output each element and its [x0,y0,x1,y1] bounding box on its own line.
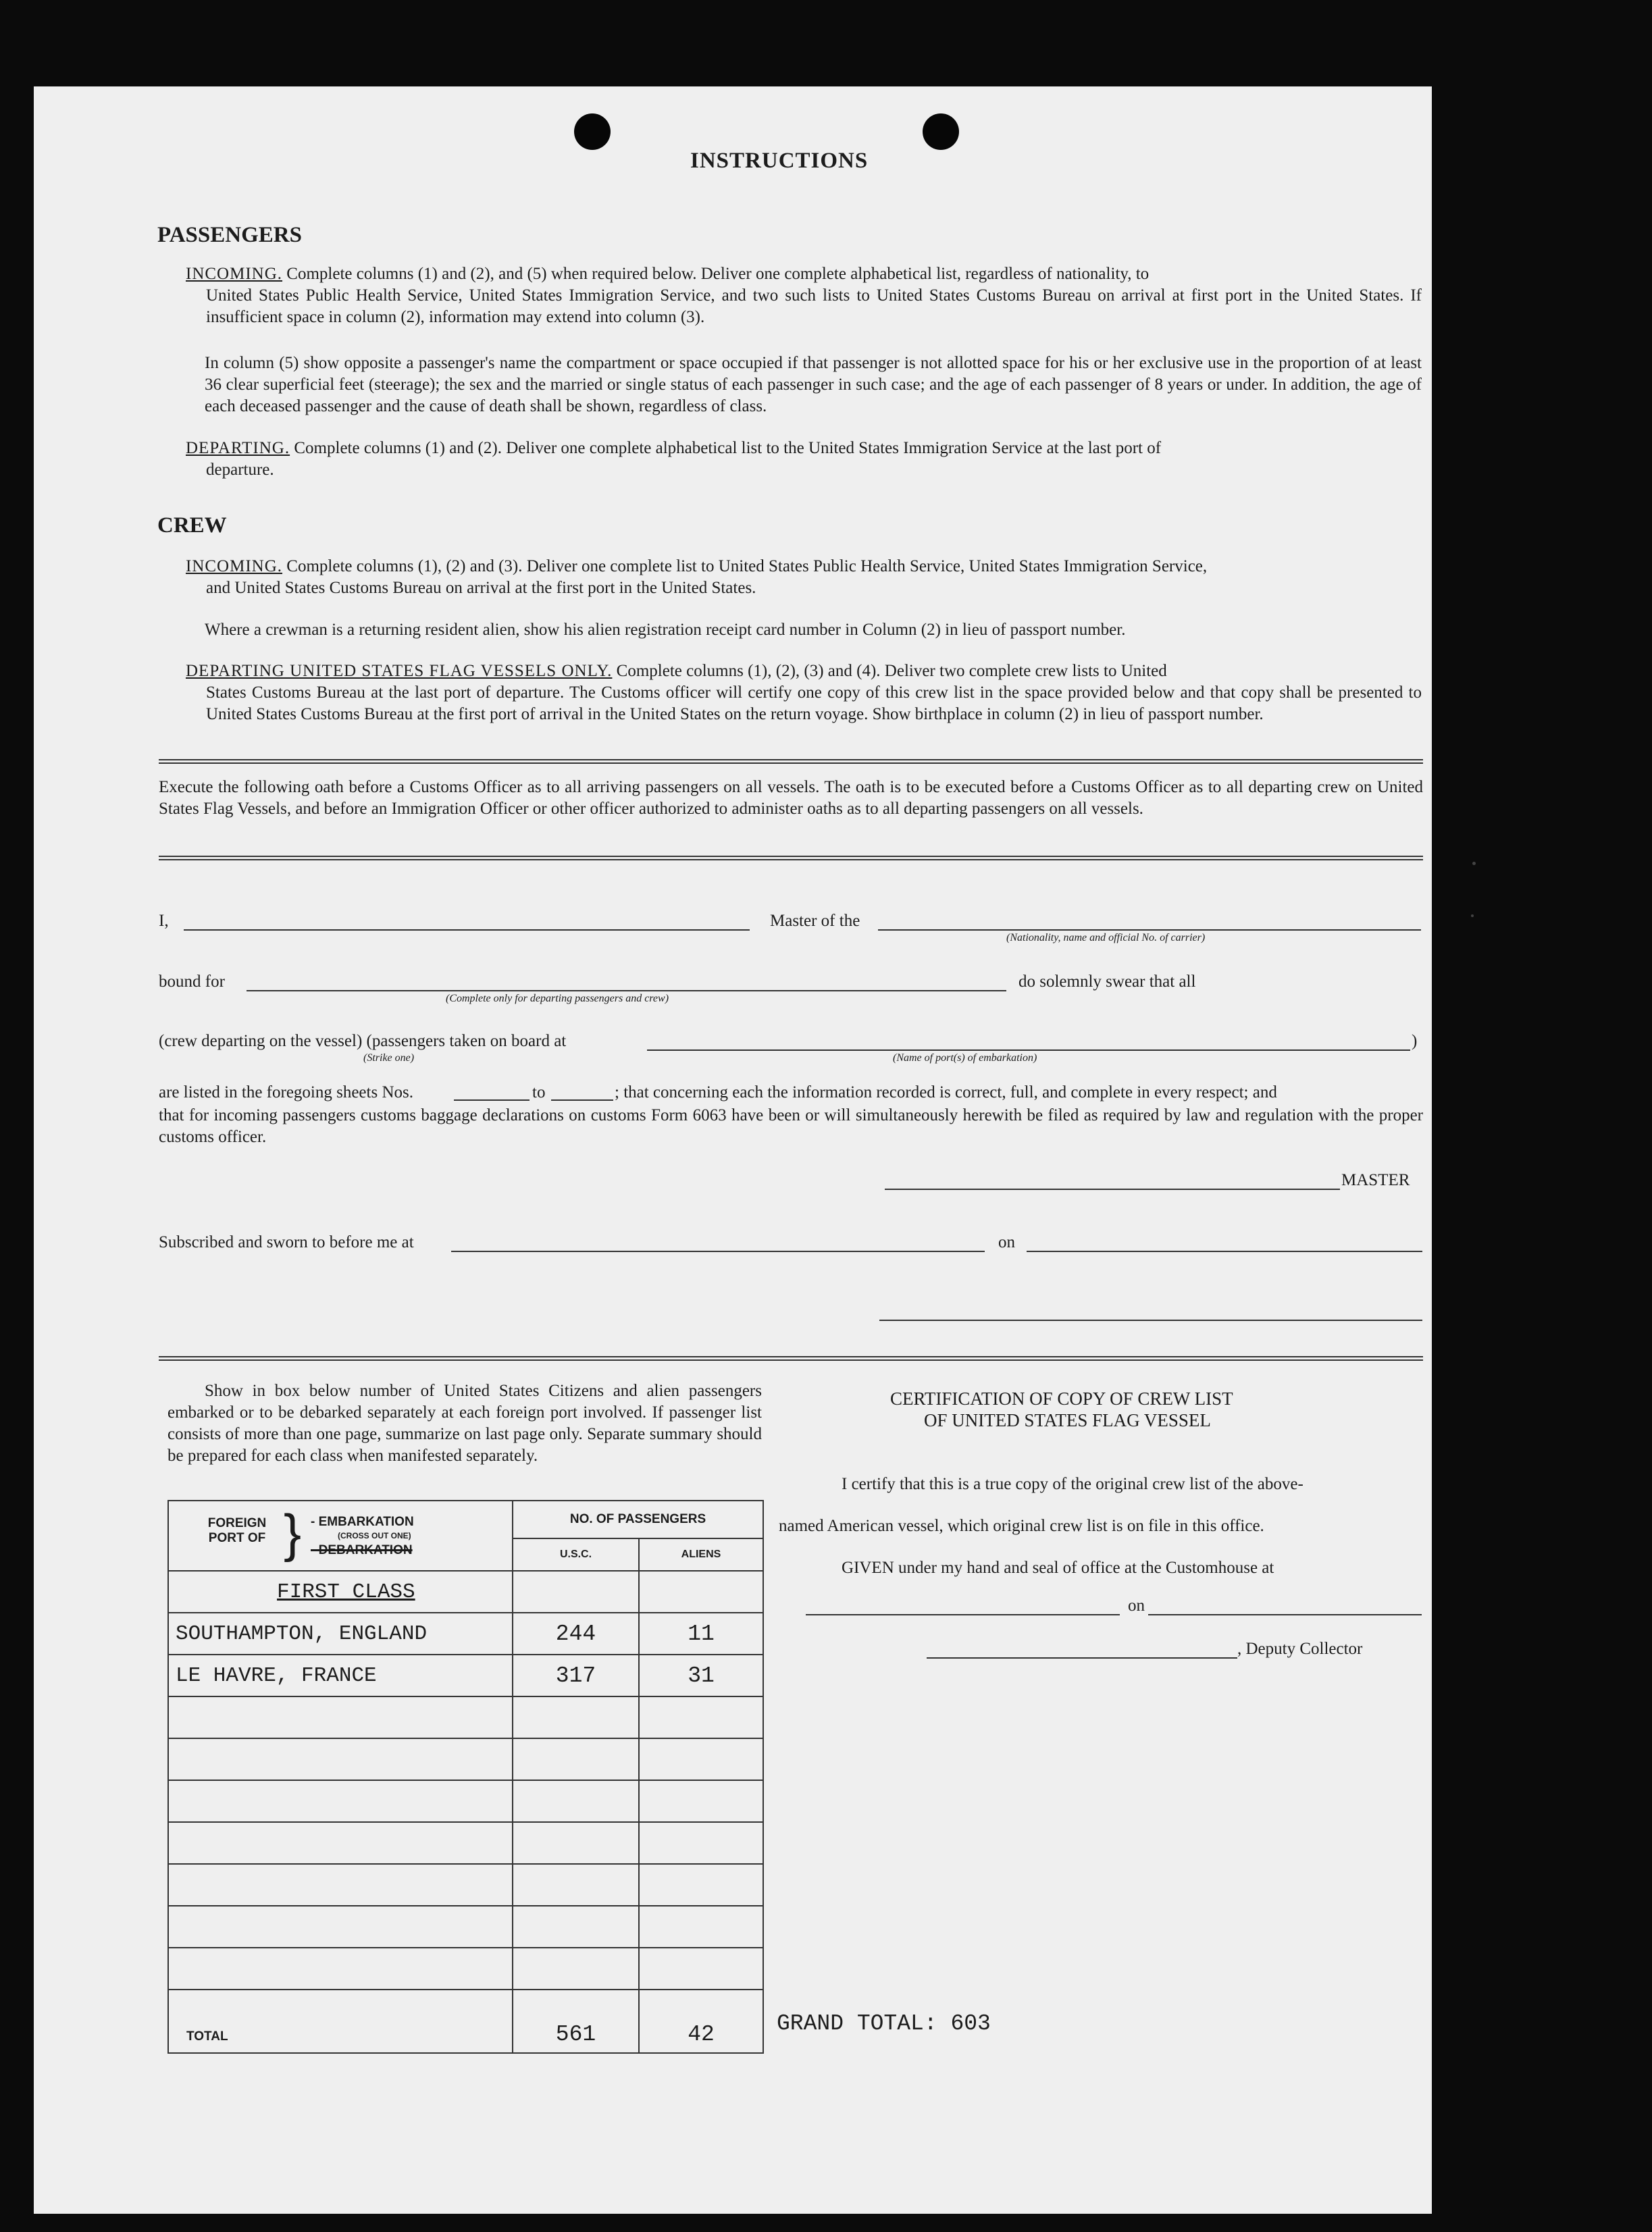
table-row-blank [168,1780,763,1822]
margin-mark-1 [1472,862,1476,865]
passengers-heading: PASSENGERS [157,223,302,247]
empty-cell [639,1822,763,1864]
empty-cell [168,1948,513,1990]
listed-text-c: that for incoming passengers customs baggage declarations on customs Form 6063 have been or will simultaneously herewith be filed as required by law and regulation with the proper customs officer. [159,1106,1423,1146]
sworn-place-field[interactable] [451,1251,985,1252]
bound-for-label: bound for [159,972,225,991]
incoming-label: INCOMING. [186,265,283,283]
empty-cell [168,1696,513,1738]
empty-cell [639,1738,763,1780]
port-cell: SOUTHAMPTON, ENGLAND [168,1613,513,1655]
empty-cell [639,1948,763,1990]
crewman-paragraph: Where a crewman is a returning resident alien, show his alien registration receipt card number in Column (2) in lieu of passport number. [205,621,1126,639]
close-paren: ) [1412,1032,1418,1050]
class-label: FIRST CLASS [168,1571,513,1613]
table-row-blank [168,1906,763,1948]
incoming-text-2: United States Public Health Service, United States Immigration Service, and two such lists to United States Customs Bureau on arrival at first port in the United States. If insufficient space in column (2), information may extend into column (3). [206,286,1422,326]
total-aliens-cell: 42 [639,1990,763,2053]
bound-for-field[interactable] [247,990,1006,991]
certification-title-1: CERTIFICATION OF COPY OF CREW LIST [890,1388,1233,1409]
officer-signature-field[interactable] [879,1320,1422,1321]
aliens-cell: 11 [639,1613,763,1655]
incoming-text-1: Complete columns (1) and (2), and (5) when required below. Deliver one complete alphabetical list, regardless of nationality, to [286,265,1150,283]
departing-text-1: Complete columns (1) and (2). Deliver one complete alphabetical list to the United States Immigration Service at the last port of [294,439,1162,457]
table-row-total [168,1990,763,2053]
usc-header: U.S.C. [513,1538,639,1571]
column5-paragraph: In column (5) show opposite a passenger's name the compartment or space occupied if that passenger is not allotted space for his or her exclusive use in the proportion of at least 36 clear superficial feet (steerage); the sex and the married or single status of each passenger in such case; and the age of each passenger of 8 years or under. In addition, the age of each deceased passenger and the cause of death shall be shown, regardless of class. [205,354,1422,415]
oath-execute-paragraph: Execute the following oath before a Customs Officer as to all arriving passengers on all vessels. The oath is to be executed before a Customs Officer as to all departing crew on United States Flag Vessels, and before an Immigration Officer or other officer authorized to administer oaths as to all departing passengers on all vessels. [159,778,1423,818]
cross-out-one-label: (CROSS OUT ONE) [338,1531,411,1540]
punch-hole-right [923,113,959,150]
empty-cell [168,1780,513,1822]
empty-cell [513,1696,639,1738]
double-rule-2 [159,856,1423,860]
passengers-departing-paragraph [186,438,1422,481]
certification-title-2: OF UNITED STATES FLAG VESSEL [924,1410,1211,1430]
certification-date-field[interactable] [1148,1614,1422,1615]
sworn-on-label: on [998,1233,1015,1251]
name-of-ports-caption: (Name of port(s) of embarkation) [893,1052,1037,1064]
empty-cell [639,1571,763,1613]
customhouse-field[interactable] [806,1614,1120,1615]
debarkation-label: - DEBARKATION [311,1543,413,1557]
table-row-class [168,1571,763,1613]
solemnly-swear-text: do solemnly swear that all [1018,972,1196,991]
foreign-port-header [168,1501,513,1571]
deputy-collector-field[interactable] [927,1657,1237,1659]
listed-text-b: ; that concerning each the information recorded is correct, full, and complete in every respect; and [615,1083,1277,1101]
i-label: I, [159,912,169,930]
master-label: MASTER [1341,1171,1410,1189]
embarkation-port-field[interactable] [647,1049,1410,1051]
total-label: TOTAL [168,1990,513,2053]
departing-flag-text-2: States Customs Bureau at the last port of departure. The Customs officer will certify one copy of this crew list in the space provided below and that copy shall be presented to United States Customs Bureau at the first port of arrival in the United States on the return voyage. Show birthplace in column (2) in lieu of passport number. [206,683,1422,723]
crew-incoming-paragraph [186,556,1422,599]
empty-cell [168,1906,513,1948]
crew-departing-text: (crew departing on the vessel) (passengers taken on board at [159,1032,567,1050]
complete-only-caption: (Complete only for departing passengers and crew) [446,993,669,1004]
certify-line-1: I certify that this is a true copy of the original crew list of the above- [842,1475,1303,1493]
usc-cell: 317 [513,1655,639,1696]
table-row [168,1613,763,1655]
certification-on-label: on [1128,1597,1145,1615]
margin-mark-2 [1471,914,1474,917]
table-row-blank [168,1948,763,1990]
nationality-caption: (Nationality, name and official No. of carrier) [1006,932,1206,943]
empty-cell [513,1780,639,1822]
departing-label: DEPARTING. [186,439,290,457]
sheet-to-field[interactable] [551,1099,613,1101]
crew-incoming-text-1: Complete columns (1), (2) and (3). Deliver one complete list to United States Public Health Service, United States Immigration Service, [286,557,1208,575]
departing-flag-paragraph [186,660,1422,725]
master-of-the-label: Master of the [770,912,860,930]
instructions-title: INSTRUCTIONS [690,149,869,173]
empty-cell [639,1696,763,1738]
double-rule-3 [159,1356,1423,1361]
empty-cell [513,1571,639,1613]
carrier-field[interactable] [878,929,1421,931]
empty-cell [639,1864,763,1906]
empty-cell [168,1864,513,1906]
crew-incoming-text-2: and United States Customs Bureau on arrival at the first port in the United States. [206,579,756,597]
table-row-blank [168,1738,763,1780]
departing-flag-label: DEPARTING UNITED STATES FLAG VESSELS ONLY. [186,662,613,680]
table-row [168,1655,763,1696]
foreign-port-label: FOREIGN PORT OF [207,1516,267,1545]
aliens-cell: 31 [639,1655,763,1696]
table-header-row-1 [168,1501,763,1538]
passenger-summary-table [167,1500,764,2054]
usc-cell: 244 [513,1613,639,1655]
departing-text-2: departure. [206,461,274,479]
subscribed-label: Subscribed and sworn to before me at [159,1233,414,1251]
port-cell: LE HAVRE, FRANCE [168,1655,513,1696]
empty-cell [513,1864,639,1906]
empty-cell [639,1906,763,1948]
given-text: GIVEN under my hand and seal of office at the Customhouse at [842,1559,1274,1577]
grand-total: GRAND TOTAL: 603 [777,2011,991,2036]
crew-heading: CREW [157,513,227,538]
embarkation-label: - EMBARKATION [311,1515,414,1529]
empty-cell [513,1948,639,1990]
deputy-collector-label: , Deputy Collector [1237,1640,1363,1658]
table-row-blank [168,1864,763,1906]
crew-incoming-label: INCOMING. [186,557,283,575]
no-of-passengers-header: NO. OF PASSENGERS [513,1501,763,1538]
sworn-date-field[interactable] [1027,1251,1422,1252]
empty-cell [168,1738,513,1780]
to-label: to [532,1083,546,1101]
empty-cell [168,1822,513,1864]
passengers-incoming-paragraph [186,263,1422,328]
table-row-blank [168,1822,763,1864]
master-signature-field[interactable] [885,1189,1340,1190]
empty-cell [513,1822,639,1864]
table-row-blank [168,1696,763,1738]
listed-text-a: are listed in the foregoing sheets Nos. [159,1083,413,1101]
strike-one-caption: (Strike one) [363,1052,415,1064]
master-name-field[interactable] [184,929,750,931]
brace-symbol: } [284,1503,302,1563]
sheet-from-field[interactable] [454,1099,530,1101]
aliens-header: ALIENS [639,1538,763,1571]
punch-hole-left [574,113,611,150]
empty-cell [513,1906,639,1948]
departing-flag-text-1: Complete columns (1), (2), (3) and (4). Deliver two complete crew lists to United [616,662,1167,680]
empty-cell [639,1780,763,1822]
double-rule-1 [159,759,1423,764]
certify-line-2: named American vessel, which original crew list is on file in this office. [779,1517,1264,1535]
summary-note: Show in box below number of United States Citizens and alien passengers embarked or to be debarked separately at each foreign port involved. If passenger list consists of more than one page, summarize on last page only. Separate summary should be prepared for each class when manifested separately. [167,1382,762,1465]
empty-cell [513,1738,639,1780]
total-usc-cell: 561 [513,1990,639,2053]
